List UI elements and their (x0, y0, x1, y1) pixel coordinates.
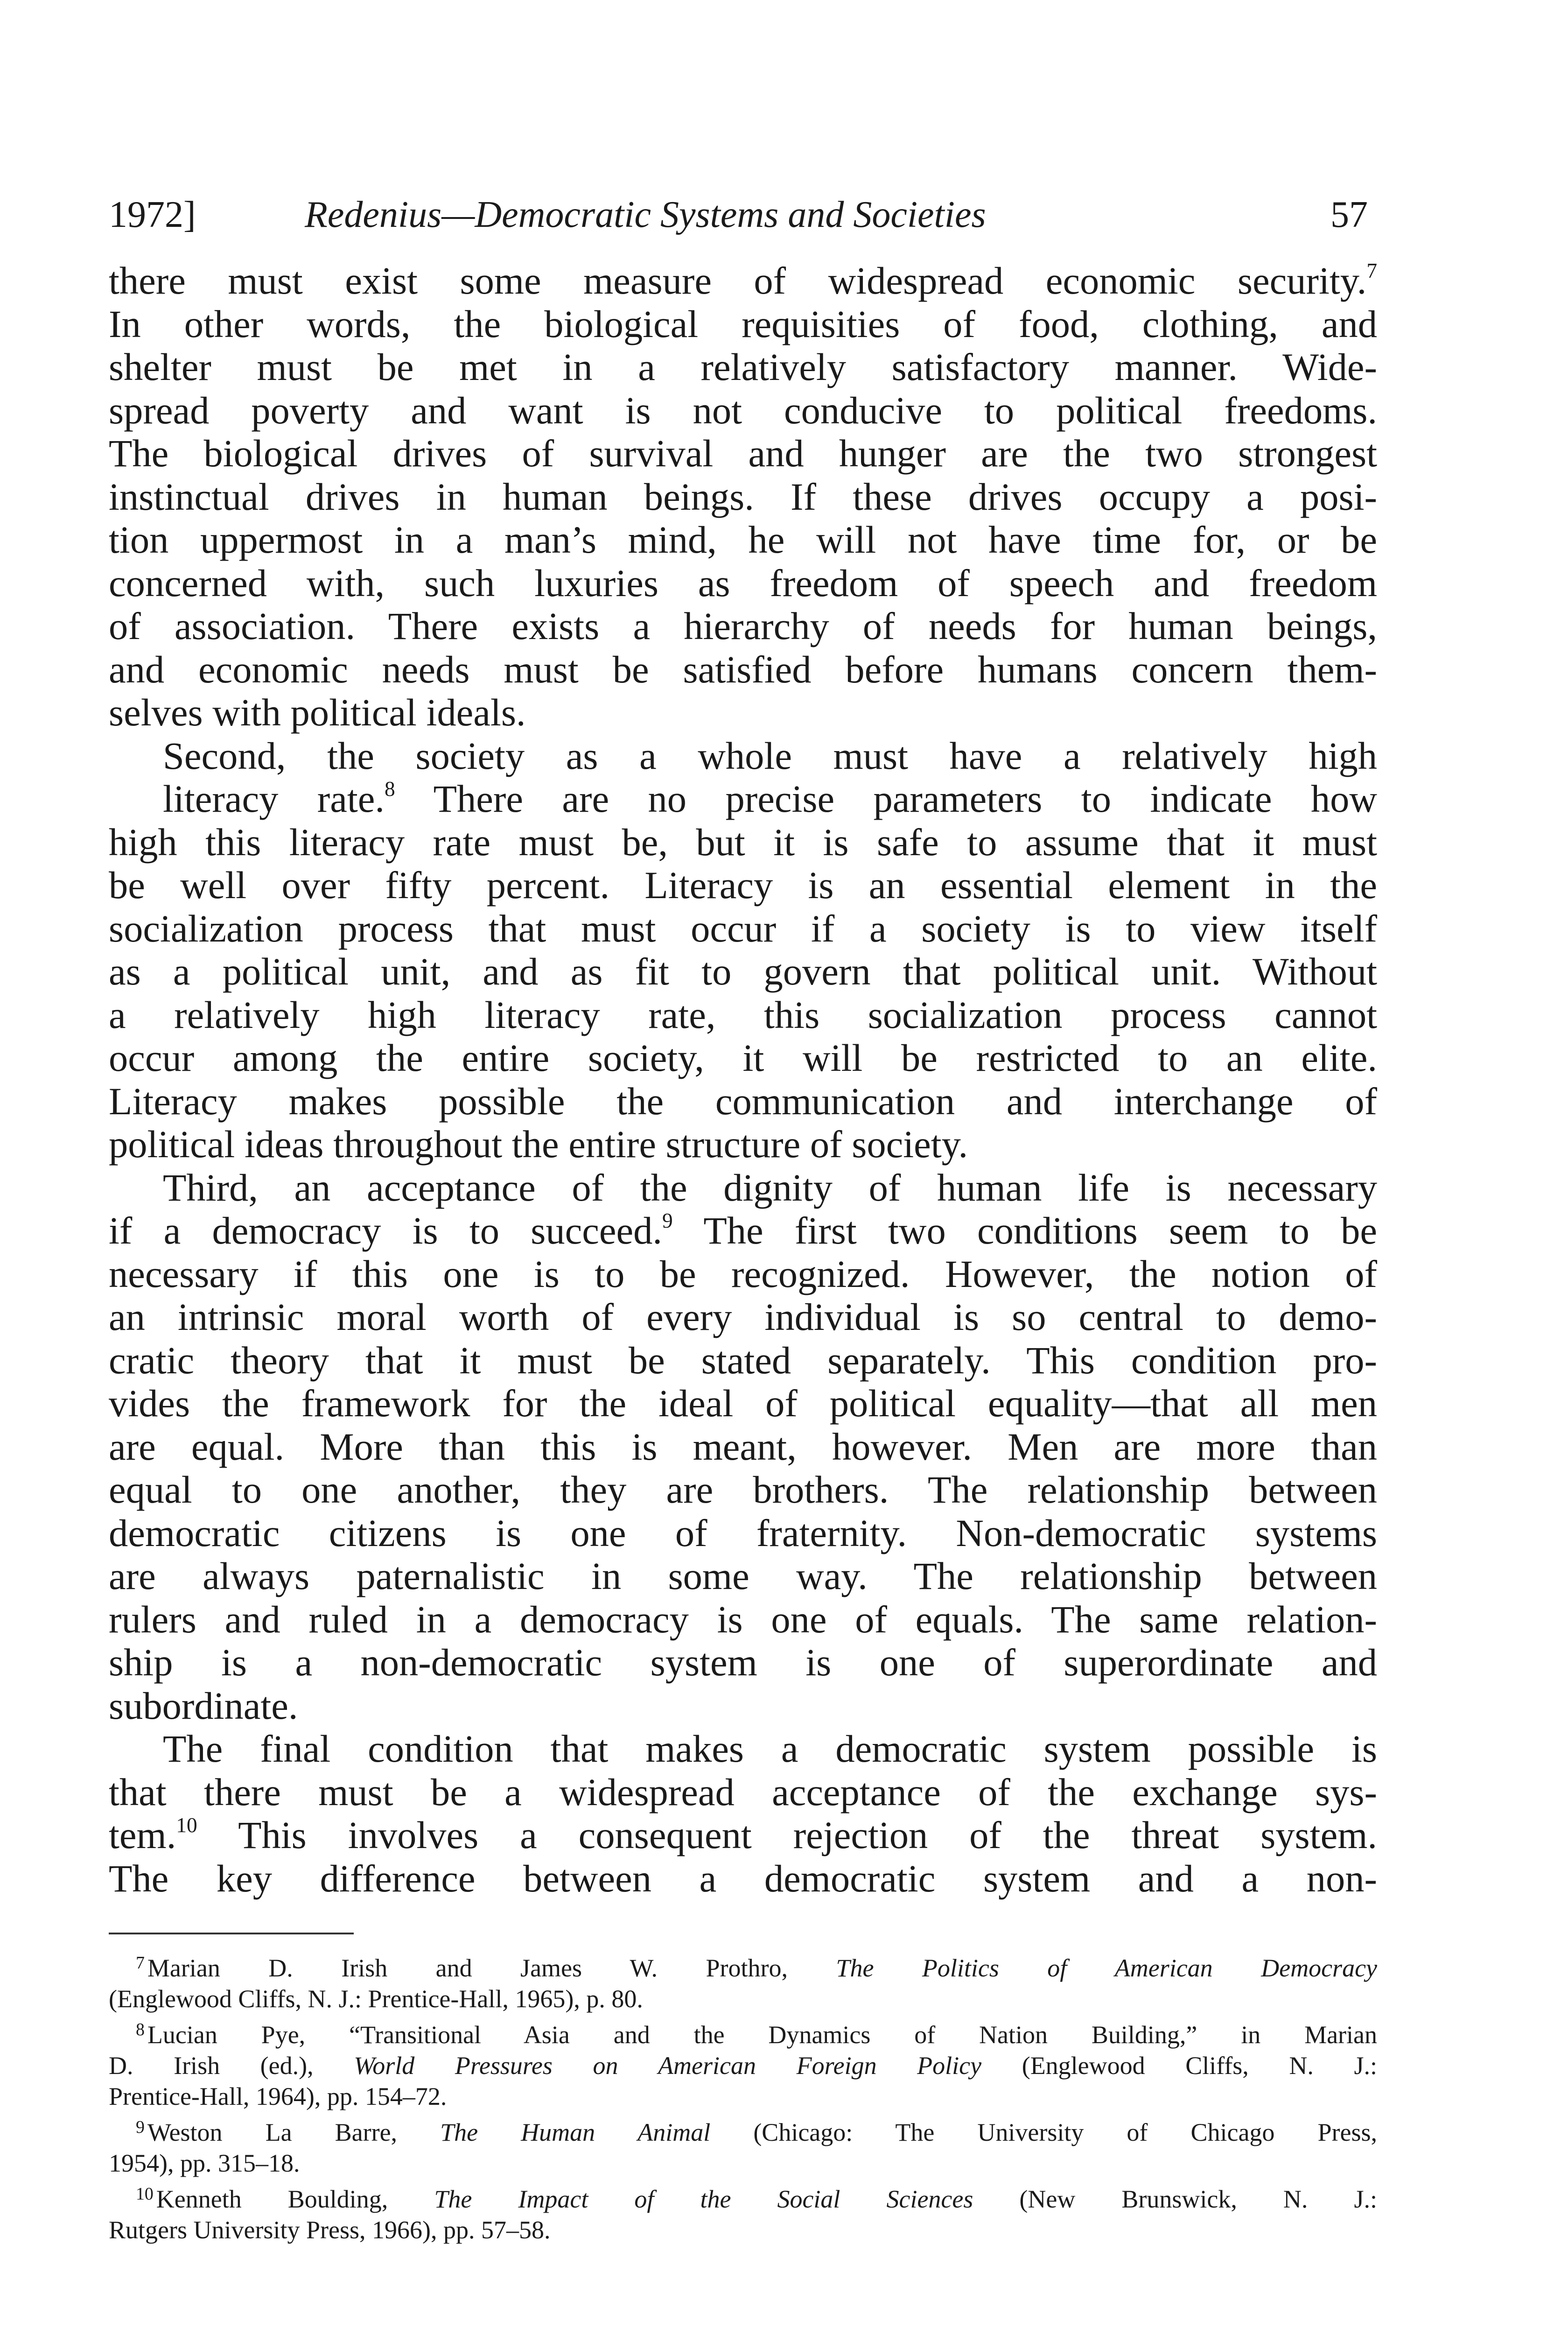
text-line: Second, the society as a whole must have a relatively high (163, 734, 1377, 777)
body-text (109, 259, 1377, 1900)
text-line: and economic needs must be satisfied before humans concern them- (109, 647, 1377, 691)
paragraph-4 (109, 1727, 1377, 1900)
footnote-line: $^9$ Weston La Barre, The Human Animal (Chicago: The University of Chicago Press, (136, 2117, 1377, 2146)
footnote-number: 8 (136, 2020, 145, 2039)
footnote-10 (109, 2179, 1377, 2245)
footnote-ref-8: 8 (385, 777, 395, 801)
text-line: The key difference between a democratic system and a non- (109, 1856, 1377, 1900)
footnote-number: 10 (136, 2184, 154, 2204)
footnote-ref-7: 7 (1366, 259, 1377, 282)
text-line: The final condition that makes a democratic system possible is (163, 1727, 1377, 1770)
footnote-7 (109, 1947, 1377, 2014)
text-line: political ideas throughout the entire structure of society. (109, 1123, 968, 1166)
footnote-line: $^{10}$ Kenneth Boulding, The Impact of the Social Sciences (New Brunswick, N. J.: (136, 2184, 1377, 2213)
text-line: concerned with, such luxuries as freedom of speech and freedom (109, 561, 1377, 605)
text-line: shelter must be met in a relatively satisfactory manner. Wide- (109, 345, 1377, 388)
footnote-line: 1954), pp. 315–18. (109, 2149, 300, 2177)
text-line: equal to one another, they are brothers. The relationship between (109, 1468, 1377, 1511)
page-number: 57 (1330, 194, 1368, 235)
text-line: democratic citizens is one of fraternity. Non-democratic systems (109, 1511, 1377, 1554)
paragraph-1 (109, 259, 1377, 734)
text-line: are always paternalistic in some way. The relationship between (109, 1554, 1377, 1597)
text-line: of association. There exists a hierarchy of needs for human beings, (109, 605, 1377, 647)
text-line: be well over fifty percent. Literacy is an essential element in the (109, 864, 1377, 907)
footnote-ref-9: 9 (662, 1209, 673, 1232)
footnote-line: D. Irish (ed.), World Pressures on American Foreign Policy (Englewood Cliffs, N. J.: (109, 2052, 1377, 2080)
running-head-year: 1972] (109, 194, 196, 235)
text-line: Literacy makes possible the communication and interchange of (109, 1079, 1377, 1123)
footnote-ref-10: 10 (176, 1813, 197, 1837)
text-line: cratic theory that it must be stated separately. This condition pro- (109, 1338, 1377, 1382)
running-head-title: Redenius—Democratic Systems and Societies (305, 194, 986, 235)
text-line: vides the framework for the ideal of political equality—that all men (109, 1382, 1377, 1425)
footnote-line: (Englewood Cliffs, N. J.: Prentice-Hall, 1965), p. 80. (109, 1985, 643, 2013)
text-line: selves with political ideals. (109, 691, 526, 734)
text-line: there must exist some measure of widespread economic security.$^7$ (109, 259, 1377, 302)
text-line: if a democracy is to succeed.$^9$ The first two conditions seem to be (109, 1209, 1377, 1252)
footnotes (109, 1947, 1377, 2245)
footnote-8 (109, 2014, 1377, 2112)
footnote-number: 9 (136, 2117, 145, 2137)
text-line: rulers and ruled in a democracy is one of equals. The same relation- (109, 1597, 1377, 1641)
page (109, 189, 1377, 2245)
text-line: The biological drives of survival and hunger are the two strongest (109, 432, 1377, 475)
text-line: a relatively high literacy rate, this socialization process cannot (109, 993, 1377, 1036)
text-line: tem.$^{10}$ This involves a consequent rejection of the threat system. (109, 1813, 1377, 1856)
footnote-number: 7 (136, 1953, 145, 1973)
footnote-line: Prentice-Hall, 1964), pp. 154–72. (109, 2082, 447, 2110)
text-line: subordinate. (109, 1684, 298, 1727)
text-line: spread poverty and want is not conducive to political freedoms. (109, 388, 1377, 432)
text-line: occur among the entire society, it will be restricted to an elite. (109, 1036, 1377, 1079)
running-head (109, 189, 1377, 240)
text-line: high this literacy rate must be, but it is safe to assume that it must (109, 820, 1377, 864)
text-line: In other words, the biological requisities of food, clothing, and (109, 302, 1377, 345)
text-line: tion uppermost in a man’s mind, he will not have time for, or be (109, 518, 1377, 561)
text-line: as a political unit, and as fit to govern that political unit. Without (109, 950, 1377, 993)
footnote-9 (109, 2112, 1377, 2179)
paragraph-2 (109, 734, 1377, 1166)
text-line: Third, an acceptance of the dignity of human life is necessary (163, 1166, 1377, 1209)
text-line: an intrinsic moral worth of every individual is so central to demo- (109, 1295, 1377, 1338)
footnote-rule (109, 1933, 354, 1934)
text-line: necessary if this one is to be recognized. However, the notion of (109, 1252, 1377, 1295)
footnote-line: $^7$ Marian D. Irish and James W. Prothro, The Politics of American Democracy (136, 1953, 1378, 1982)
text-line: literacy rate.$^8$ There are no precise parameters to indicate how (163, 777, 1378, 820)
paragraph-3 (109, 1166, 1377, 1728)
text-line: socialization process that must occur if a society is to view itself (109, 907, 1377, 950)
footnote-line: $^8$ Lucian Pye, “Transitional Asia and the Dynamics of Nation Building,” in Marian (136, 2020, 1377, 2049)
text-line: instinctual drives in human beings. If these drives occupy a posi- (109, 475, 1377, 518)
footnote-line: Rutgers University Press, 1966), pp. 57–58. (109, 2216, 551, 2244)
text-line: are equal. More than this is meant, however. Men are more than (109, 1425, 1377, 1468)
text-line: that there must be a widespread acceptance of the exchange sys- (109, 1770, 1377, 1814)
text-line: ship is a non-democratic system is one of superordinate and (109, 1641, 1377, 1684)
